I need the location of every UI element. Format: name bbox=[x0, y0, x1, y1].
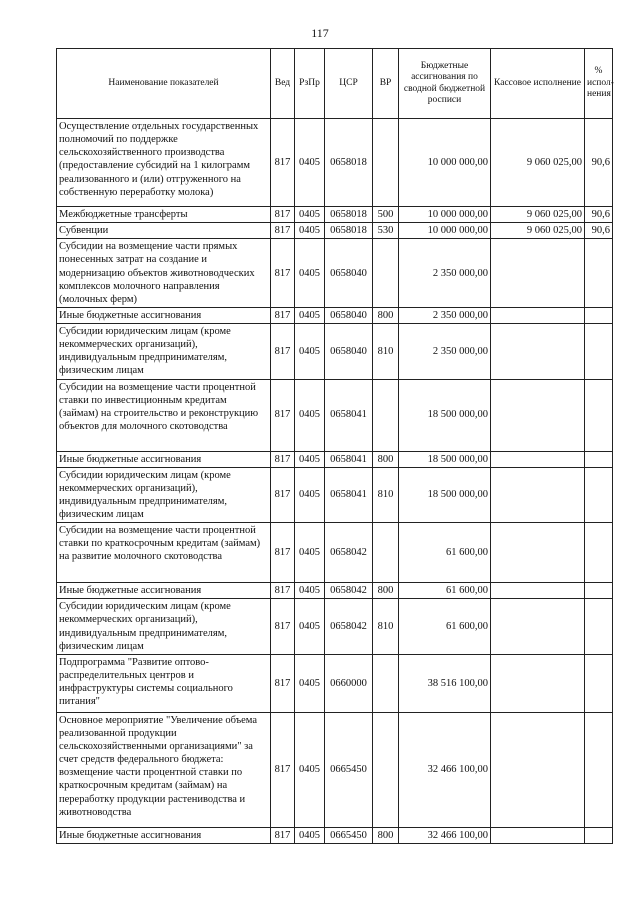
row-vr bbox=[373, 239, 399, 308]
row-cash bbox=[491, 712, 585, 827]
header-csr: ЦСР bbox=[325, 49, 373, 119]
row-ved: 817 bbox=[271, 712, 295, 827]
row-pct bbox=[585, 239, 613, 308]
row-name: Субсидии юридическим лицам (кроме некоммерческих организаций), индивидуальным предпринимателям, физическим лицам bbox=[57, 324, 271, 380]
row-vr bbox=[373, 379, 399, 451]
row-budget-sum: 18 500 000,00 bbox=[399, 451, 491, 467]
row-budget-sum: 2 350 000,00 bbox=[399, 307, 491, 323]
row-ved: 817 bbox=[271, 827, 295, 843]
row-ved: 817 bbox=[271, 119, 295, 207]
row-vr: 810 bbox=[373, 324, 399, 380]
row-pct bbox=[585, 379, 613, 451]
row-name: Субвенции bbox=[57, 223, 271, 239]
row-csr: 0658040 bbox=[325, 324, 373, 380]
row-rzpr: 0405 bbox=[295, 523, 325, 583]
row-rzpr: 0405 bbox=[295, 583, 325, 599]
row-rzpr: 0405 bbox=[295, 207, 325, 223]
row-csr: 0658040 bbox=[325, 239, 373, 308]
row-name: Иные бюджетные ассигнования bbox=[57, 307, 271, 323]
row-ved: 817 bbox=[271, 654, 295, 712]
row-pct bbox=[585, 654, 613, 712]
table-row bbox=[57, 207, 613, 223]
row-name: Иные бюджетные ассигнования bbox=[57, 583, 271, 599]
row-rzpr: 0405 bbox=[295, 451, 325, 467]
row-rzpr: 0405 bbox=[295, 307, 325, 323]
table-row bbox=[57, 119, 613, 207]
row-cash bbox=[491, 307, 585, 323]
row-name: Иные бюджетные ассигнования bbox=[57, 451, 271, 467]
row-csr: 0658018 bbox=[325, 207, 373, 223]
row-cash bbox=[491, 379, 585, 451]
row-rzpr: 0405 bbox=[295, 324, 325, 380]
table-row bbox=[57, 379, 613, 451]
row-cash bbox=[491, 451, 585, 467]
row-rzpr: 0405 bbox=[295, 223, 325, 239]
row-name: Субсидии юридическим лицам (кроме некоммерческих организаций), индивидуальным предпринимателям, физическим лицам bbox=[57, 467, 271, 523]
row-pct bbox=[585, 523, 613, 583]
row-csr: 0658042 bbox=[325, 523, 373, 583]
row-cash bbox=[491, 324, 585, 380]
header-ved: Вед bbox=[271, 49, 295, 119]
row-rzpr: 0405 bbox=[295, 239, 325, 308]
row-budget-sum: 32 466 100,00 bbox=[399, 712, 491, 827]
row-csr: 0665450 bbox=[325, 712, 373, 827]
table-body bbox=[57, 119, 613, 844]
row-name: Субсидии юридическим лицам (кроме некоммерческих организаций), индивидуальным предпринимателям, физическим лицам bbox=[57, 599, 271, 655]
row-pct bbox=[585, 827, 613, 843]
row-vr: 810 bbox=[373, 467, 399, 523]
row-name: Субсидии на возмещение части процентной ставки по краткосрочным кредитам (займам) на развитие молочного скотоводства bbox=[57, 523, 271, 583]
row-pct: 90,6 bbox=[585, 207, 613, 223]
row-ved: 817 bbox=[271, 207, 295, 223]
row-cash: 9 060 025,00 bbox=[491, 223, 585, 239]
row-budget-sum: 61 600,00 bbox=[399, 523, 491, 583]
row-rzpr: 0405 bbox=[295, 379, 325, 451]
row-budget-sum: 10 000 000,00 bbox=[399, 223, 491, 239]
row-csr: 0660000 bbox=[325, 654, 373, 712]
row-name: Межбюджетные трансферты bbox=[57, 207, 271, 223]
row-pct bbox=[585, 712, 613, 827]
row-cash: 9 060 025,00 bbox=[491, 207, 585, 223]
row-budget-sum: 61 600,00 bbox=[399, 583, 491, 599]
table-row bbox=[57, 599, 613, 655]
header-name: Наименование показателей bbox=[57, 49, 271, 119]
table-row bbox=[57, 324, 613, 380]
row-ved: 817 bbox=[271, 599, 295, 655]
row-budget-sum: 38 516 100,00 bbox=[399, 654, 491, 712]
row-csr: 0658040 bbox=[325, 307, 373, 323]
budget-table bbox=[56, 48, 613, 844]
row-vr: 810 bbox=[373, 599, 399, 655]
row-cash bbox=[491, 827, 585, 843]
row-pct bbox=[585, 307, 613, 323]
row-budget-sum: 18 500 000,00 bbox=[399, 467, 491, 523]
header-rzpr: РзПр bbox=[295, 49, 325, 119]
row-pct: 90,6 bbox=[585, 223, 613, 239]
row-budget-sum: 10 000 000,00 bbox=[399, 207, 491, 223]
row-rzpr: 0405 bbox=[295, 654, 325, 712]
table-header-row bbox=[57, 49, 613, 119]
row-budget-sum: 18 500 000,00 bbox=[399, 379, 491, 451]
row-pct bbox=[585, 451, 613, 467]
row-vr: 530 bbox=[373, 223, 399, 239]
row-budget-sum: 61 600,00 bbox=[399, 599, 491, 655]
header-pct: % испол-нения bbox=[585, 49, 613, 119]
row-vr: 800 bbox=[373, 451, 399, 467]
row-budget-sum: 32 466 100,00 bbox=[399, 827, 491, 843]
table-row bbox=[57, 307, 613, 323]
row-name: Иные бюджетные ассигнования bbox=[57, 827, 271, 843]
table-row bbox=[57, 239, 613, 308]
header-budget: Бюджетные ассигнования по сводной бюджетной росписи bbox=[399, 49, 491, 119]
row-vr bbox=[373, 654, 399, 712]
row-budget-sum: 2 350 000,00 bbox=[399, 239, 491, 308]
row-pct bbox=[585, 583, 613, 599]
row-name: Подпрограмма "Развитие оптово-распределительных центров и инфраструктуры системы социального питания" bbox=[57, 654, 271, 712]
row-pct bbox=[585, 599, 613, 655]
row-ved: 817 bbox=[271, 239, 295, 308]
row-ved: 817 bbox=[271, 324, 295, 380]
row-budget-sum: 2 350 000,00 bbox=[399, 324, 491, 380]
row-csr: 0658041 bbox=[325, 451, 373, 467]
table-row bbox=[57, 827, 613, 843]
row-vr bbox=[373, 523, 399, 583]
row-name: Субсидии на возмещение части прямых понесенных затрат на создание и модернизацию объектов животноводческих комплексов молочного направления (молочных ферм) bbox=[57, 239, 271, 308]
row-ved: 817 bbox=[271, 223, 295, 239]
row-vr: 800 bbox=[373, 583, 399, 599]
row-ved: 817 bbox=[271, 307, 295, 323]
row-ved: 817 bbox=[271, 583, 295, 599]
row-ved: 817 bbox=[271, 523, 295, 583]
row-name: Основное мероприятие "Увеличение объема реализованной продукции сельскохозяйственными организациями" за счет средств федерального бюджета: возмещение части процентной ставки по краткосрочным кредитам (займам) на переработку продукции растениводства и животноводства bbox=[57, 712, 271, 827]
row-csr: 0658042 bbox=[325, 583, 373, 599]
row-rzpr: 0405 bbox=[295, 712, 325, 827]
row-cash bbox=[491, 654, 585, 712]
table-row bbox=[57, 523, 613, 583]
table-row bbox=[57, 583, 613, 599]
row-name: Субсидии на возмещение части процентной ставки по инвестиционным кредитам (займам) на строительство и реконструкцию объектов для молочного скотоводства bbox=[57, 379, 271, 451]
row-vr bbox=[373, 712, 399, 827]
row-pct bbox=[585, 324, 613, 380]
row-csr: 0658018 bbox=[325, 223, 373, 239]
row-csr: 0658018 bbox=[325, 119, 373, 207]
row-cash bbox=[491, 239, 585, 308]
row-rzpr: 0405 bbox=[295, 467, 325, 523]
row-vr: 800 bbox=[373, 307, 399, 323]
row-cash bbox=[491, 523, 585, 583]
row-budget-sum: 10 000 000,00 bbox=[399, 119, 491, 207]
row-cash bbox=[491, 599, 585, 655]
row-vr bbox=[373, 119, 399, 207]
table-row bbox=[57, 223, 613, 239]
row-csr: 0658042 bbox=[325, 599, 373, 655]
row-cash bbox=[491, 467, 585, 523]
page-number: 117 bbox=[311, 26, 329, 40]
row-csr: 0658041 bbox=[325, 467, 373, 523]
row-rzpr: 0405 bbox=[295, 827, 325, 843]
row-csr: 0665450 bbox=[325, 827, 373, 843]
table-row bbox=[57, 712, 613, 827]
row-vr: 500 bbox=[373, 207, 399, 223]
row-name: Осуществление отдельных государственных полномочий по поддержке сельскохозяйственного производства (предоставление субсидий на 1 килограмм реализованного и (или) отгруженного на собственную переработку молока) bbox=[57, 119, 271, 207]
row-vr: 800 bbox=[373, 827, 399, 843]
row-pct: 90,6 bbox=[585, 119, 613, 207]
row-rzpr: 0405 bbox=[295, 599, 325, 655]
row-ved: 817 bbox=[271, 451, 295, 467]
row-csr: 0658041 bbox=[325, 379, 373, 451]
row-cash bbox=[491, 583, 585, 599]
row-pct bbox=[585, 467, 613, 523]
table-row bbox=[57, 654, 613, 712]
table-row bbox=[57, 467, 613, 523]
row-rzpr: 0405 bbox=[295, 119, 325, 207]
row-cash: 9 060 025,00 bbox=[491, 119, 585, 207]
row-ved: 817 bbox=[271, 379, 295, 451]
header-cash: Кассовое исполнение bbox=[491, 49, 585, 119]
row-ved: 817 bbox=[271, 467, 295, 523]
table-row bbox=[57, 451, 613, 467]
header-vr: ВР bbox=[373, 49, 399, 119]
